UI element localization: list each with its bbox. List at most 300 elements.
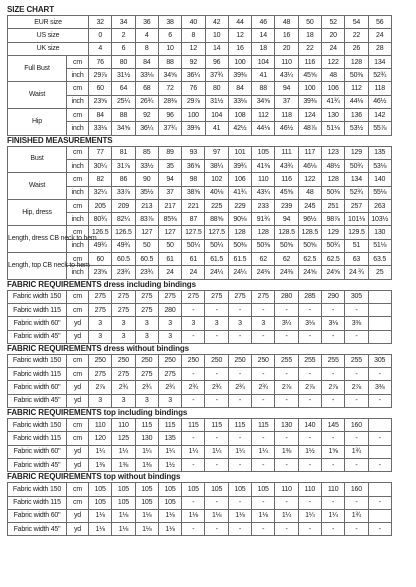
value-cell: 275 <box>135 368 158 381</box>
value-cell: 116 <box>298 55 321 68</box>
value-cell: 3 <box>112 317 135 330</box>
value-cell: 83⅞ <box>135 213 158 226</box>
unit-cell: inch <box>67 266 89 279</box>
value-cell: 22 <box>298 42 321 55</box>
value-cell: 1¼ <box>182 445 205 458</box>
unit-cell: cm <box>67 146 89 159</box>
value-cell: 105 <box>112 496 135 509</box>
value-cell: 275 <box>158 290 181 303</box>
value-cell: - <box>298 330 321 343</box>
value-cell: 84 <box>228 82 251 95</box>
unit-cell: inch <box>67 186 89 199</box>
value-cell: - <box>345 303 368 316</box>
value-cell: 1⅛ <box>182 509 205 522</box>
table-row <box>8 458 392 471</box>
value-cell: 105 <box>112 483 135 496</box>
value-cell: 3 <box>158 330 181 343</box>
section-title: FABRIC REQUIREMENTS top including bindings <box>7 408 188 418</box>
unit-cell: cm <box>67 483 89 496</box>
value-cell: 84 <box>89 109 112 122</box>
value-cell: 2⅞ <box>345 381 368 394</box>
value-cell: - <box>205 458 228 471</box>
value-cell: 82¼ <box>112 213 135 226</box>
value-cell: 275 <box>89 303 112 316</box>
value-cell: 18 <box>298 29 321 42</box>
value-cell: - <box>228 432 251 445</box>
unit-cell: inch <box>67 122 89 135</box>
value-cell: 1⅜ <box>112 458 135 471</box>
value-cell: - <box>252 303 275 316</box>
value-cell: 3 <box>205 317 228 330</box>
value-cell <box>368 303 391 316</box>
row-label: Fabric width 115 <box>8 496 67 509</box>
value-cell: 20 <box>321 29 344 42</box>
value-cell: 250 <box>158 354 181 367</box>
table-row <box>8 317 392 330</box>
value-cell: 29⅞ <box>89 69 112 82</box>
table-row <box>8 173 392 186</box>
value-cell: 32¼ <box>89 186 112 199</box>
value-cell: - <box>182 458 205 471</box>
value-cell: - <box>275 394 298 407</box>
value-cell: 50 <box>135 239 158 252</box>
value-cell: 100 <box>228 55 251 68</box>
value-cell: 275 <box>112 368 135 381</box>
value-cell: 127.5 <box>205 226 228 239</box>
value-cell: 40 <box>182 16 205 29</box>
value-cell: - <box>368 496 391 509</box>
table-row <box>8 330 392 343</box>
value-cell: 41 <box>252 69 275 82</box>
fabric-requirements-top-including-bindings-table <box>7 418 392 472</box>
section-title: SIZE CHART <box>7 5 55 14</box>
value-cell: 305 <box>368 354 391 367</box>
value-cell: 33⅞ <box>112 186 135 199</box>
value-cell: 105 <box>158 496 181 509</box>
value-cell: - <box>321 330 344 343</box>
value-cell: - <box>298 432 321 445</box>
sections-container <box>7 5 392 536</box>
value-cell: 62 <box>252 253 275 266</box>
row-label: Fabric width 150 <box>8 419 67 432</box>
row-label: Fabric width 60" <box>8 445 67 458</box>
value-cell: - <box>205 368 228 381</box>
value-cell: - <box>228 330 251 343</box>
value-cell: - <box>205 394 228 407</box>
value-cell: 50⅜ <box>252 239 275 252</box>
value-cell: 205 <box>89 199 112 212</box>
value-cell: 290 <box>321 290 344 303</box>
value-cell: - <box>368 432 391 445</box>
row-label: US size <box>8 29 89 42</box>
value-cell: 56 <box>368 16 391 29</box>
table-row <box>8 82 392 95</box>
value-cell: - <box>345 523 368 536</box>
value-cell: 3⅜ <box>345 317 368 330</box>
value-cell: 50⅝ <box>298 239 321 252</box>
value-cell: 86 <box>112 173 135 186</box>
value-cell: 32 <box>89 16 112 29</box>
value-cell: 1⅛ <box>89 509 112 522</box>
value-cell: 84 <box>135 55 158 68</box>
unit-cell: cm <box>67 496 89 509</box>
value-cell: 50¼ <box>205 239 228 252</box>
value-cell: - <box>205 330 228 343</box>
value-cell: 80¾ <box>89 213 112 226</box>
value-cell: 110 <box>275 483 298 496</box>
value-cell: 250 <box>228 354 251 367</box>
value-cell: - <box>368 523 391 536</box>
value-cell: 62 <box>275 253 298 266</box>
value-cell: 23¾ <box>112 266 135 279</box>
value-cell: 62.5 <box>321 253 344 266</box>
value-cell: 1¼ <box>275 509 298 522</box>
value-cell: 54 <box>345 16 368 29</box>
value-cell: - <box>275 496 298 509</box>
unit-cell: yd <box>67 523 89 536</box>
value-cell: - <box>368 394 391 407</box>
unit-cell: cm <box>67 173 89 186</box>
value-cell: 14 <box>205 42 228 55</box>
value-cell: 33⅛ <box>89 122 112 135</box>
value-cell: 110 <box>112 419 135 432</box>
value-cell: 10 <box>158 42 181 55</box>
value-cell: 250 <box>89 354 112 367</box>
row-label: Fabric width 115 <box>8 368 67 381</box>
value-cell: - <box>298 458 321 471</box>
value-cell: 3 <box>112 394 135 407</box>
value-cell: 108 <box>228 109 251 122</box>
value-cell: 88 <box>112 109 135 122</box>
value-cell: 24 <box>368 29 391 42</box>
value-cell: 55⅛ <box>368 186 391 199</box>
table-row <box>8 290 392 303</box>
unit-cell: cm <box>67 226 89 239</box>
value-cell: 14 <box>252 29 275 42</box>
value-cell: 127 <box>158 226 181 239</box>
value-cell: 81 <box>112 146 135 159</box>
value-cell: 48 <box>275 16 298 29</box>
value-cell: 82 <box>89 173 112 186</box>
row-label: Fabric width 60" <box>8 509 67 522</box>
value-cell: 51⅛ <box>368 239 391 252</box>
value-cell: 3 <box>112 330 135 343</box>
value-cell: 1⅛ <box>158 523 181 536</box>
value-cell: - <box>182 523 205 536</box>
table-row <box>8 368 392 381</box>
value-cell: 90⅛ <box>228 213 251 226</box>
value-cell: 41¾ <box>321 95 344 108</box>
unit-cell: inch <box>67 69 89 82</box>
unit-cell: cm <box>67 109 89 122</box>
value-cell: 2 <box>112 29 135 42</box>
value-cell: 250 <box>135 354 158 367</box>
row-label: Fabric width 45" <box>8 458 67 471</box>
value-cell: - <box>182 496 205 509</box>
table-row <box>8 55 392 68</box>
value-cell: 35½ <box>135 186 158 199</box>
unit-cell: cm <box>67 368 89 381</box>
row-label: Hip, dress <box>8 199 67 226</box>
table-row <box>8 199 392 212</box>
value-cell: 94 <box>275 213 298 226</box>
section-title: FABRIC REQUIREMENTS dress without bindings <box>7 343 190 353</box>
value-cell: - <box>275 368 298 381</box>
value-cell: 26 <box>345 42 368 55</box>
value-cell: 2¾ <box>205 381 228 394</box>
value-cell: 2¾ <box>228 381 251 394</box>
row-label: EUR size <box>8 16 89 29</box>
value-cell: 33⅛ <box>228 95 251 108</box>
value-cell: - <box>275 330 298 343</box>
value-cell: 275 <box>205 290 228 303</box>
value-cell: 6 <box>112 42 135 55</box>
value-cell: - <box>345 496 368 509</box>
value-cell: 96 <box>205 55 228 68</box>
value-cell: 30¼ <box>89 159 112 172</box>
unit-cell: cm <box>67 432 89 445</box>
value-cell: - <box>228 368 251 381</box>
value-cell: 213 <box>135 199 158 212</box>
value-cell: 255 <box>345 354 368 367</box>
value-cell: - <box>252 458 275 471</box>
value-cell: 102 <box>205 173 228 186</box>
value-cell: 3⅛ <box>321 317 344 330</box>
value-cell: 50¾ <box>321 239 344 252</box>
table-row <box>8 509 392 522</box>
value-cell: 3 <box>89 317 112 330</box>
row-label: Fabric width 150 <box>8 354 67 367</box>
value-cell: 12 <box>182 42 205 55</box>
value-cell: 3¼ <box>275 317 298 330</box>
value-cell: 24¼ <box>205 266 228 279</box>
value-cell: 3 <box>89 394 112 407</box>
value-cell: 45⅝ <box>298 69 321 82</box>
value-cell: 97 <box>205 146 228 159</box>
value-cell: 116 <box>275 173 298 186</box>
unit-cell: cm <box>67 290 89 303</box>
value-cell: 44⅛ <box>252 122 275 135</box>
value-cell: 126.5 <box>89 226 112 239</box>
value-cell: 24 ¾ <box>345 266 368 279</box>
value-cell <box>368 419 391 432</box>
value-cell: - <box>275 458 298 471</box>
value-cell: 2⅞ <box>298 381 321 394</box>
value-cell: 128 <box>321 173 344 186</box>
value-cell: 1⅜ <box>275 445 298 458</box>
value-cell: 3 <box>228 317 251 330</box>
value-cell: 3 <box>158 317 181 330</box>
value-cell: 43¾ <box>275 159 298 172</box>
value-cell: 2⅞ <box>321 381 344 394</box>
value-cell: 48 <box>321 69 344 82</box>
value-cell: 42½ <box>228 122 251 135</box>
value-cell: 115 <box>158 419 181 432</box>
value-cell: 280 <box>158 303 181 316</box>
value-cell: 92 <box>182 55 205 68</box>
value-cell: 275 <box>89 368 112 381</box>
value-cell: 8 <box>182 29 205 42</box>
value-cell: 61 <box>182 253 205 266</box>
value-cell: 92 <box>135 109 158 122</box>
value-cell: 23⅝ <box>89 266 112 279</box>
value-cell: 1⅛ <box>205 509 228 522</box>
value-cell: 85⅜ <box>158 213 181 226</box>
row-label: Length, dress CB neck to hem <box>8 226 67 253</box>
value-cell: 24⅝ <box>321 266 344 279</box>
unit-cell: inch <box>67 95 89 108</box>
row-label: Waist <box>8 173 67 200</box>
value-cell: 24¼ <box>228 266 251 279</box>
value-cell: 221 <box>182 199 205 212</box>
value-cell: 275 <box>89 290 112 303</box>
value-cell: 105 <box>252 146 275 159</box>
value-cell: 112 <box>345 82 368 95</box>
table-row <box>8 381 392 394</box>
table-row <box>8 303 392 316</box>
value-cell: 44 <box>228 16 251 29</box>
value-cell: 122 <box>298 173 321 186</box>
value-cell: 50¼ <box>182 239 205 252</box>
value-cell: 250 <box>205 354 228 367</box>
value-cell: 4 <box>135 29 158 42</box>
value-cell: 110 <box>252 173 275 186</box>
value-cell: 105 <box>252 483 275 496</box>
value-cell: 117 <box>298 146 321 159</box>
value-cell: 98⅞ <box>321 213 344 226</box>
value-cell <box>368 445 391 458</box>
value-cell: 275 <box>112 290 135 303</box>
value-cell: 1⅛ <box>158 509 181 522</box>
value-cell: 105 <box>205 483 228 496</box>
value-cell: 217 <box>158 199 181 212</box>
value-cell: 115 <box>252 419 275 432</box>
value-cell: - <box>298 394 321 407</box>
value-cell: 115 <box>205 419 228 432</box>
value-cell: 42 <box>205 16 228 29</box>
value-cell <box>368 330 391 343</box>
value-cell: 31⅞ <box>112 159 135 172</box>
value-cell: 8 <box>135 42 158 55</box>
value-cell: 46⅛ <box>298 159 321 172</box>
unit-cell: inch <box>67 159 89 172</box>
value-cell: 1⅜ <box>135 458 158 471</box>
value-cell: 88 <box>158 55 181 68</box>
value-cell: 263 <box>368 199 391 212</box>
value-cell: 105 <box>182 483 205 496</box>
value-cell: 123 <box>321 146 344 159</box>
value-cell: 129 <box>321 226 344 239</box>
value-cell: 115 <box>135 419 158 432</box>
value-cell: 118 <box>275 109 298 122</box>
value-cell: 50 <box>158 239 181 252</box>
value-cell: - <box>298 496 321 509</box>
value-cell: 36 <box>135 16 158 29</box>
value-cell: 255 <box>321 354 344 367</box>
value-cell: 68 <box>135 82 158 95</box>
table-row <box>8 253 392 266</box>
table-row <box>8 445 392 458</box>
value-cell: 142 <box>368 109 391 122</box>
value-cell: 36¼ <box>135 122 158 135</box>
value-cell: - <box>321 394 344 407</box>
value-cell: 1⅜ <box>89 458 112 471</box>
value-cell: 285 <box>298 290 321 303</box>
value-cell: 80 <box>205 82 228 95</box>
value-cell: 134 <box>345 173 368 186</box>
value-cell: 37¾ <box>158 122 181 135</box>
value-cell: 50⅜ <box>321 186 344 199</box>
value-cell: 89 <box>158 146 181 159</box>
value-cell: 1¼ <box>252 445 275 458</box>
value-cell: 104 <box>252 55 275 68</box>
value-cell: 24 <box>158 266 181 279</box>
value-cell: - <box>182 330 205 343</box>
value-cell: - <box>321 458 344 471</box>
value-cell: 39⅜ <box>228 69 251 82</box>
value-cell: 115 <box>182 419 205 432</box>
value-cell: 104 <box>205 109 228 122</box>
table-row <box>8 354 392 367</box>
row-label: Full Bust <box>8 55 67 82</box>
value-cell: 251 <box>321 199 344 212</box>
value-cell: 127.5 <box>182 226 205 239</box>
value-cell: 62.5 <box>298 253 321 266</box>
value-cell: - <box>321 303 344 316</box>
value-cell: 3⅛ <box>298 317 321 330</box>
value-cell: 34⅝ <box>158 69 181 82</box>
value-cell: 76 <box>182 82 205 95</box>
row-label: Hip <box>8 109 67 136</box>
value-cell: - <box>205 496 228 509</box>
value-cell: 91¾ <box>252 213 275 226</box>
value-cell: 3 <box>252 317 275 330</box>
value-cell: 40⅛ <box>205 186 228 199</box>
value-cell: 39⅜ <box>182 122 205 135</box>
value-cell <box>368 317 391 330</box>
value-cell: - <box>228 303 251 316</box>
fabric-requirements-top-without-bindings-table <box>7 482 392 536</box>
value-cell: 160 <box>345 483 368 496</box>
value-cell: 55⅞ <box>368 122 391 135</box>
value-cell: 3⅜ <box>368 381 391 394</box>
table-row <box>8 394 392 407</box>
value-cell: - <box>345 330 368 343</box>
row-label: Fabric width 60" <box>8 317 67 330</box>
value-cell: 28⅜ <box>158 95 181 108</box>
value-cell: - <box>228 394 251 407</box>
value-cell: 124 <box>298 109 321 122</box>
value-cell: 29⅞ <box>182 95 205 108</box>
value-cell: 3 <box>89 330 112 343</box>
value-cell: - <box>228 523 251 536</box>
row-label: Fabric width 150 <box>8 483 67 496</box>
value-cell: 36¼ <box>182 69 205 82</box>
value-cell: 106 <box>228 173 251 186</box>
value-cell: 48 <box>298 186 321 199</box>
value-cell: 25 <box>368 266 391 279</box>
value-cell: 130 <box>321 109 344 122</box>
value-cell: 36⅝ <box>182 159 205 172</box>
value-cell: 53½ <box>345 122 368 135</box>
value-cell: - <box>321 523 344 536</box>
value-cell: 31½ <box>205 95 228 108</box>
value-cell: 1⅛ <box>89 523 112 536</box>
value-cell: 130 <box>275 419 298 432</box>
value-cell: 50⅜ <box>228 239 251 252</box>
unit-cell: cm <box>67 199 89 212</box>
value-cell: - <box>252 432 275 445</box>
